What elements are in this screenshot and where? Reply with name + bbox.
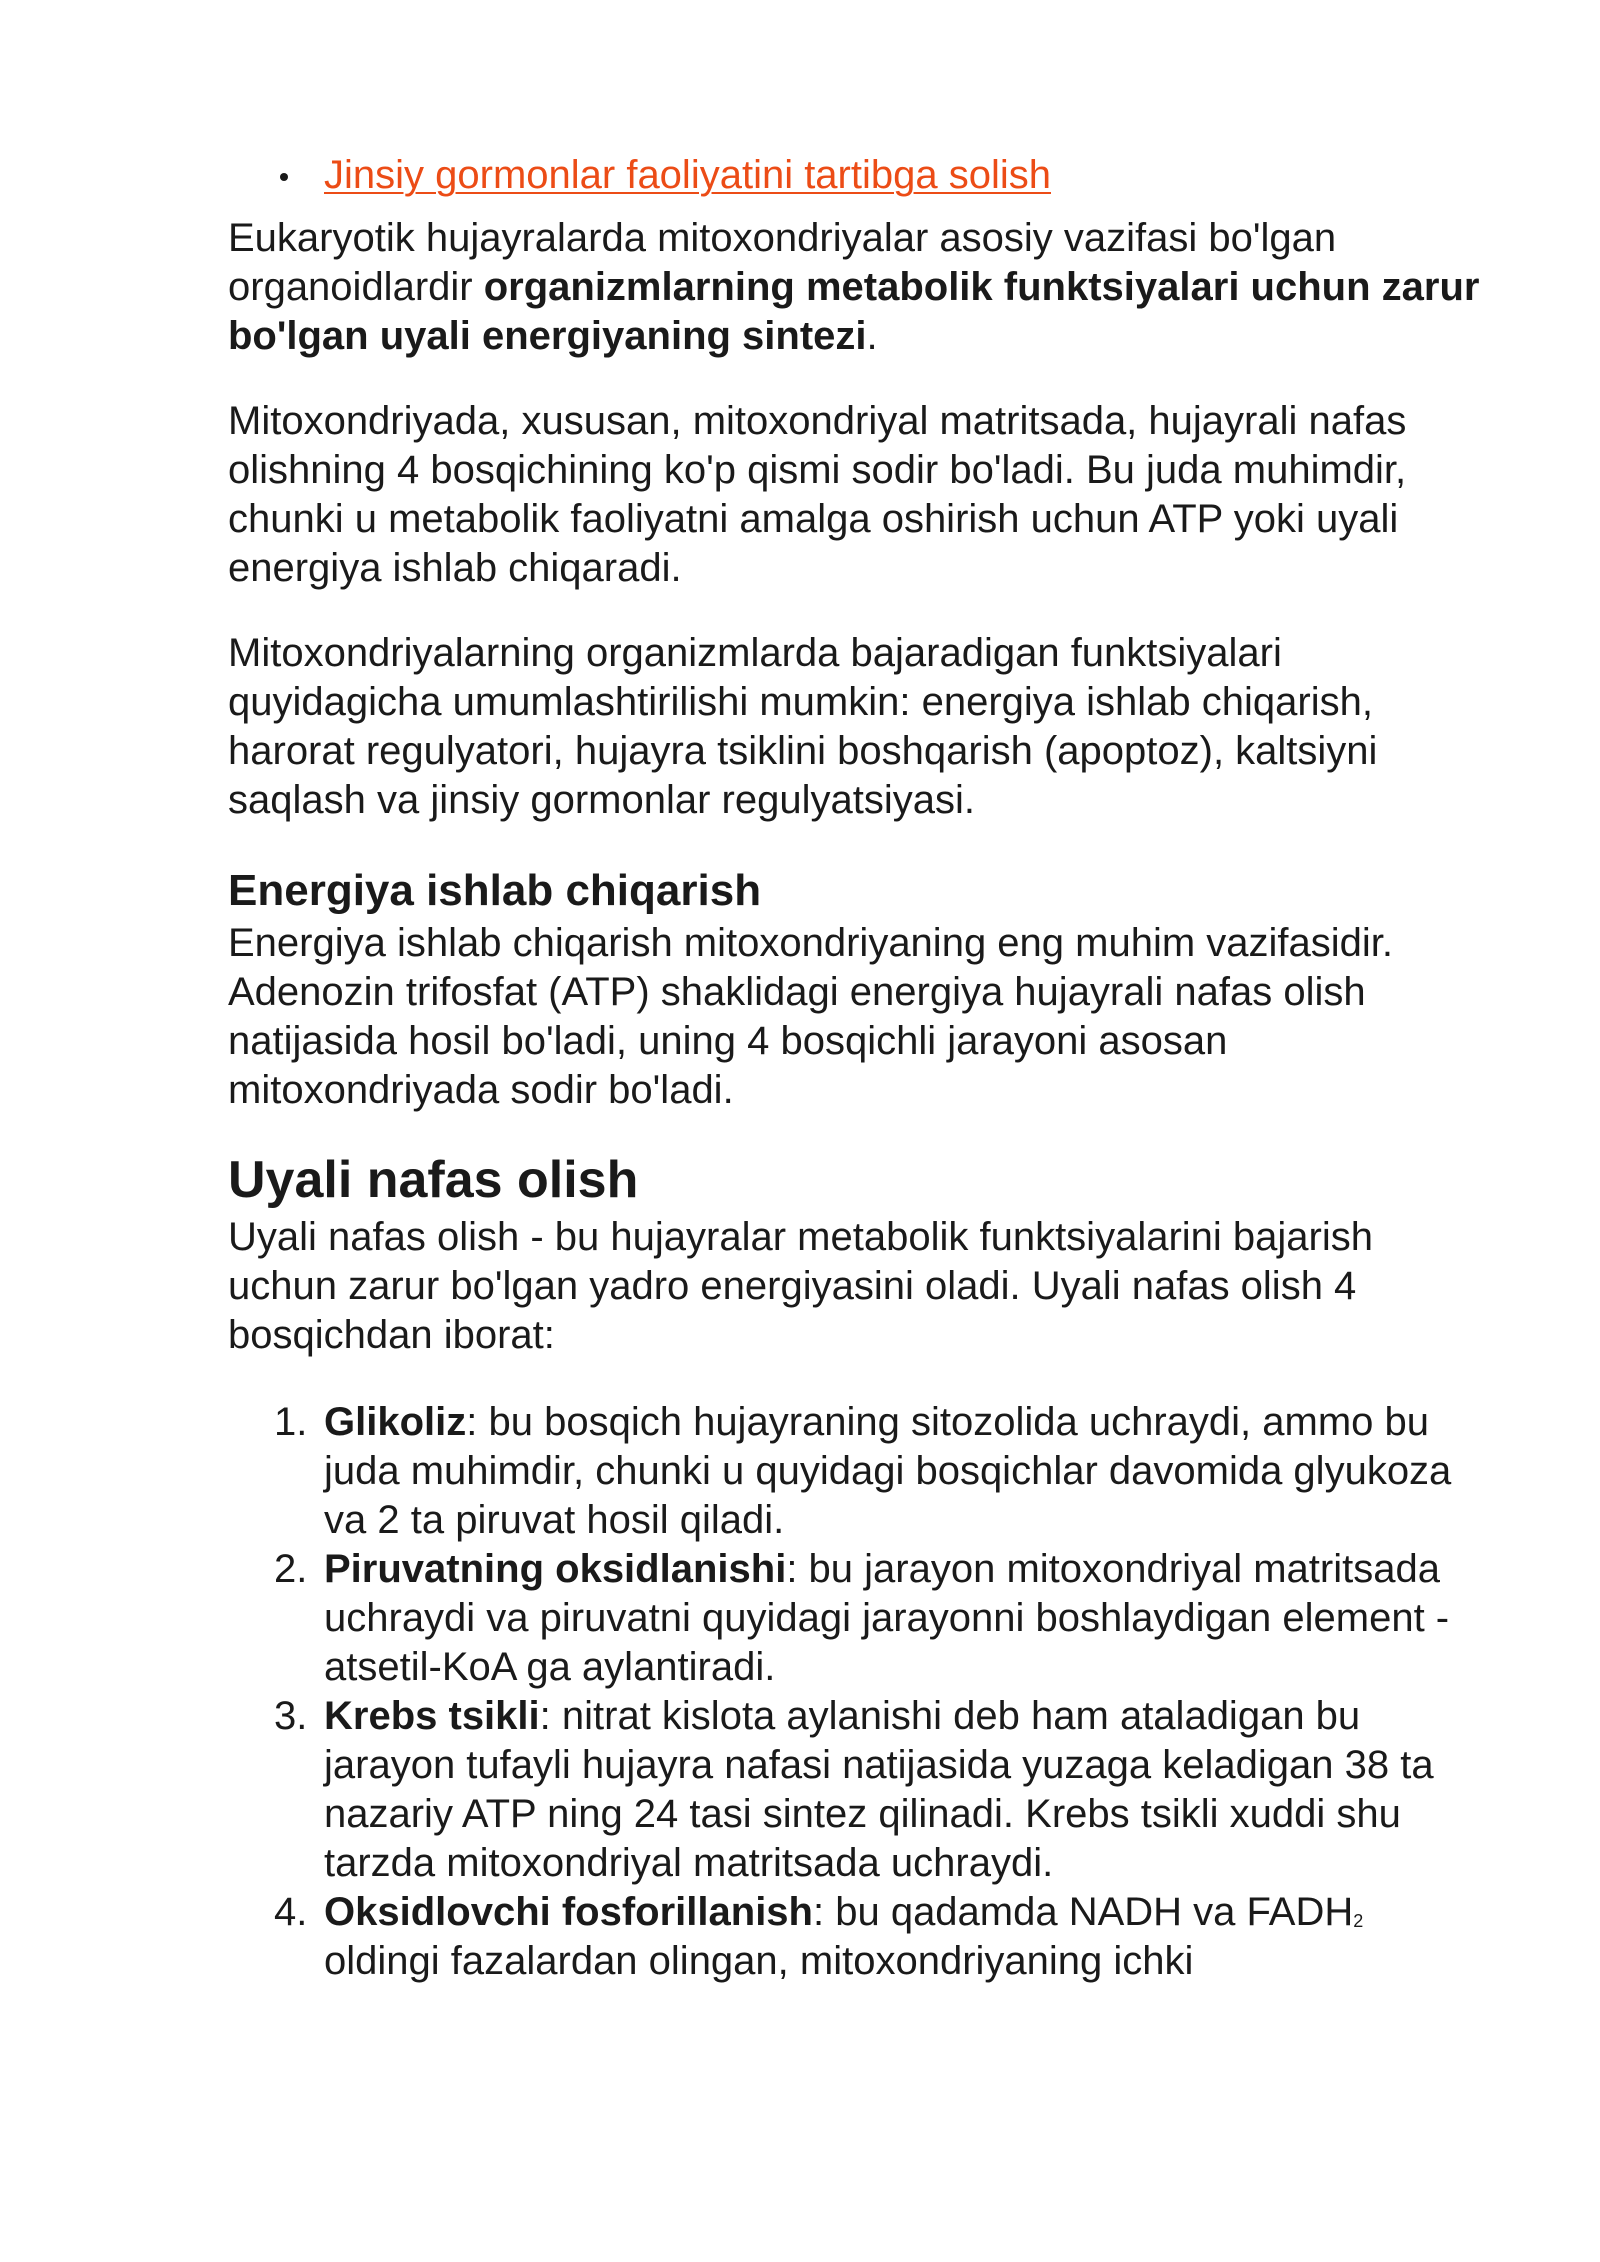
- list-number: 2.: [274, 1547, 308, 1591]
- functions-paragraph: Mitoxondriyalarning organizmlarda bajaradigan funktsiyalari quyidagicha umumlashtirilishi mumkin: energiya ishlab chiqarish, harorat regulyatori, hujayra tsiklini boshqarish (apoptoz), kaltsiyni saqlash va jinsiy gormonlar regulyatsiyasi.: [228, 631, 1378, 822]
- intro-paragraph: [228, 214, 1488, 361]
- step-text: : bu bosqich hujayraning sitozolida uchraydi, ammo bu juda muhimdir, chunki u quyidagi bosqichlar davomida glyukoza va 2 ta piruvat hosil qiladi.: [324, 1400, 1452, 1542]
- intro-bold-text: organizmlarning metabolik funktsiyalari uchun zarur bo'lgan uyali energiyaning sintezi: [228, 265, 1480, 358]
- list-item: [228, 1545, 1488, 1692]
- cellular-respiration-paragraph: Uyali nafas olish - bu hujayralar metabolik funktsiyalarini bajarish uchun zarur bo'lgan yadro energiyasini oladi. Uyali nafas olish 4 bosqichdan iborat:: [228, 1215, 1373, 1357]
- respiration-steps-list: [228, 1398, 1488, 1986]
- energy-production-paragraph: Energiya ishlab chiqarish mitoxondriyaning eng muhim vazifasidir. Adenozin trifosfat (ATP) shaklidagi energiya hujayrali nafas olish natijasida hosil bo'ladi, uning 4 bosqichli jarayoni asosan mitoxondriyada sodir bo'ladi.: [228, 921, 1394, 1112]
- step-term: Oksidlovchi fosforillanish: [324, 1890, 813, 1934]
- bullet-list: [228, 150, 1488, 200]
- step-text: : nitrat kislota aylanishi deb ham ataladigan bu jarayon tufayli hujayra nafasi natijasida yuzaga keladigan 38 ta nazariy ATP ning 24 tasi sintez qilinadi. Krebs tsikli xuddi shu tarzda mitoxondriyal matritsada uchraydi.: [324, 1694, 1434, 1885]
- step-text: : bu qadamda NADH va FADH: [812, 1890, 1354, 1934]
- respiration-paragraph: Mitoxondriyada, xususan, mitoxondriyal matritsada, hujayrali nafas olishning 4 bosqichining ko'p qismi sodir bo'ladi. Bu juda muhimdir, chunki u metabolik faoliyatni amalga oshirish uchun ATP yoki uyali energiya ishlab chiqaradi.: [228, 399, 1407, 590]
- list-item: [228, 1398, 1488, 1545]
- heading-energy-production: Energiya ishlab chiqarish: [228, 866, 762, 915]
- list-number: 3.: [274, 1694, 308, 1738]
- subscript: 2: [1353, 1911, 1364, 1931]
- step-text-continued: oldingi fazalardan olingan, mitoxondriyaning ichki: [324, 1939, 1194, 1983]
- list-number: 1.: [274, 1400, 308, 1444]
- list-item: [228, 1888, 1488, 1986]
- intro-text: Eukaryotik hujayralarda mitoxondriyalar asosiy vazifasi bo'lgan organoidlardir: [228, 216, 1337, 309]
- bullet-item: [324, 150, 1488, 200]
- list-item: [228, 1692, 1488, 1888]
- step-term: Glikoliz: [324, 1400, 467, 1444]
- step-term: Krebs tsikli: [324, 1694, 540, 1738]
- link-sex-hormone-regulation[interactable]: Jinsiy gormonlar faoliyatini tartibga solish: [324, 153, 1051, 197]
- list-number: 4.: [274, 1890, 308, 1934]
- step-text: : bu jarayon mitoxondriyal matritsada uchraydi va piruvatni quyidagi jarayonni boshlaydigan element - atsetil-KoA ga aylantiradi.: [324, 1547, 1450, 1689]
- heading-cellular-respiration: Uyali nafas olish: [228, 1151, 639, 1209]
- intro-end: .: [866, 314, 878, 358]
- document-page: [228, 150, 1488, 1986]
- step-term: Piruvatning oksidlanishi: [324, 1547, 787, 1591]
